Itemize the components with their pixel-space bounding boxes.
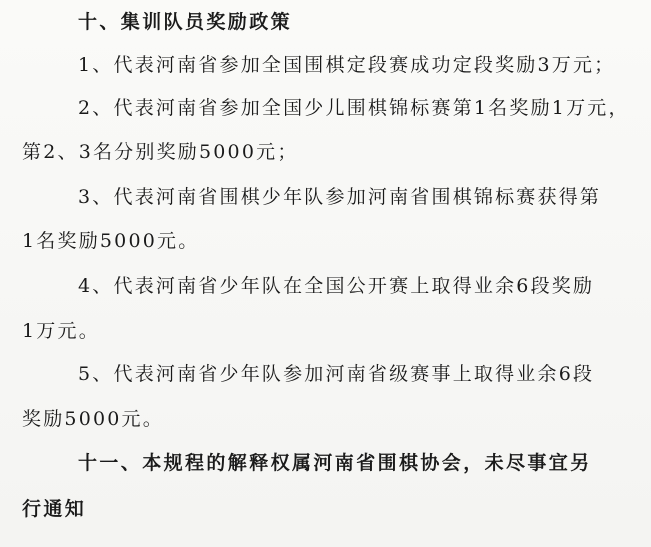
award-item-3-line-2: 1名奖励5000元。 — [22, 230, 200, 252]
award-item-2-line-2: 第2、3名分别奖励5000元； — [22, 141, 299, 163]
award-item-5-line-2: 奖励5000元。 — [22, 408, 164, 430]
award-item-4-line-1: 4、代表河南省少年队在全国公开赛上取得业余6段奖励 — [78, 275, 595, 297]
section-11-heading-line-2: 行通知 — [22, 498, 87, 520]
award-item-2-line-1: 2、代表河南省参加全国少儿围棋锦标赛第1名奖励1万元， — [78, 97, 630, 119]
award-item-4-line-2: 1万元。 — [22, 320, 100, 342]
award-item-5-line-1: 5、代表河南省少年队参加河南省级赛事上取得业余6段 — [78, 363, 595, 385]
award-item-1: 1、代表河南省参加全国围棋定段赛成功定段奖励3万元； — [78, 54, 616, 76]
award-item-3-line-1: 3、代表河南省围棋少年队参加河南省围棋锦标赛获得第 — [78, 186, 602, 208]
section-11-heading-line-1: 十一、本规程的解释权属河南省围棋协会，未尽事宜另 — [78, 452, 592, 474]
section-10-heading: 十、集训队员奖励政策 — [78, 11, 293, 33]
